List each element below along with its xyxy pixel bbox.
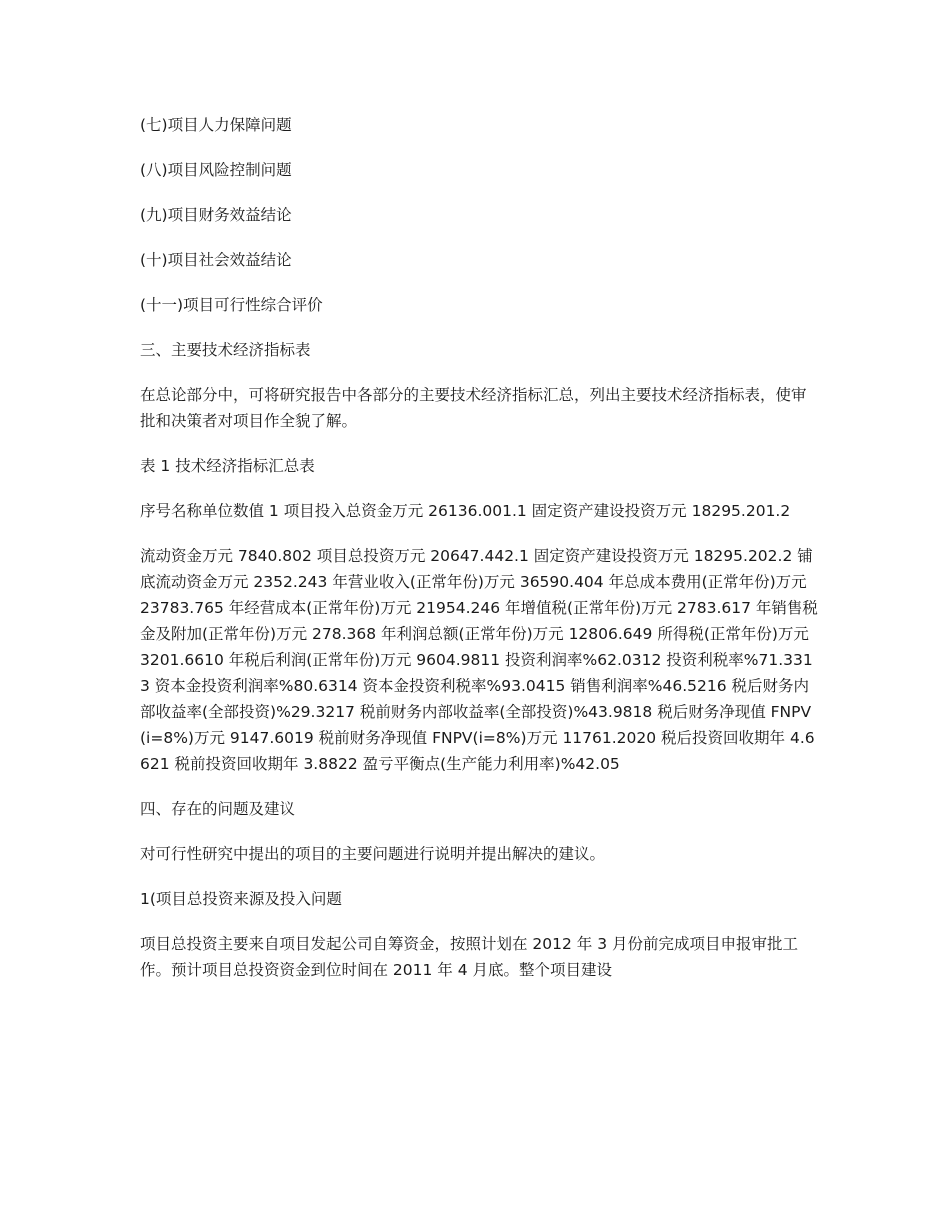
- section-heading-3: 三、主要技术经济指标表: [140, 341, 311, 359]
- section-heading-4: 四、存在的问题及建议: [140, 800, 296, 818]
- document-page: [140, 112, 820, 1002]
- heading-item-8: (八)项目风险控制问题: [140, 161, 292, 179]
- table-text-part-2: 流动资金万元 7840.802 项目总投资万元 20647.442.1 固定资产建设投资万元 18295.202.2 铺底流动资金万元 2352.243 年营业收入(正常年份)万元 36590.404 年总成本费用(正常年份)万元 23783.765 年经营成本(正常年份)万元 21954.246 年增值税(正常年份)万元 2783.617 年销售税金及附加(正常年份)万元 278.368 年利润总额(正常年份)万元 12806.649 所得税(正常年份)万元 3201.6610 年税后利润(正常年份)万元 9604.9811 投资利润率%62.0312 投资利税率%71.3313 资本金投资利润率%80.6314 资本金投资利税率%93.0415 销售利润率%46.5216 税后财务内部收益率(全部投资)%29.3217 税前财务内部收益率(全部投资)%43.9818 税后财务净现值 FNPV(i=8%)万元 9147.6019 税前财务净现值 FNPV(i=8%)万元 11761.2020 税后投资回收期年 4.6621 税前投资回收期年 3.8822 盈亏平衡点(生产能力利用率)%42.05: [140, 547, 818, 773]
- body-paragraph-summary: 在总论部分中，可将研究报告中各部分的主要技术经济指标汇总，列出主要技术经济指标表，使审批和决策者对项目作全貌了解。: [140, 386, 807, 430]
- sub-heading-1: 1(项目总投资来源及投入问题: [140, 890, 342, 908]
- heading-item-10: (十)项目社会效益结论: [140, 251, 292, 269]
- heading-item-9: (九)项目财务效益结论: [140, 206, 292, 224]
- heading-item-11: (十一)项目可行性综合评价: [140, 296, 323, 314]
- body-paragraph-issues: 对可行性研究中提出的项目的主要问题进行说明并提出解决的建议。: [140, 845, 606, 863]
- heading-item-7: (七)项目人力保障问题: [140, 116, 292, 134]
- table-text-part-1: 序号名称单位数值 1 项目投入总资金万元 26136.001.1 固定资产建设投资万元 18295.201.2: [140, 502, 791, 520]
- body-paragraph-investment: 项目总投资主要来自项目发起公司自筹资金，按照计划在 2012 年 3 月份前完成项目申报审批工作。预计项目总投资资金到位时间在 2011 年 4 月底。整个项目建设: [140, 935, 799, 979]
- table-caption: 表 1 技术经济指标汇总表: [140, 457, 315, 475]
